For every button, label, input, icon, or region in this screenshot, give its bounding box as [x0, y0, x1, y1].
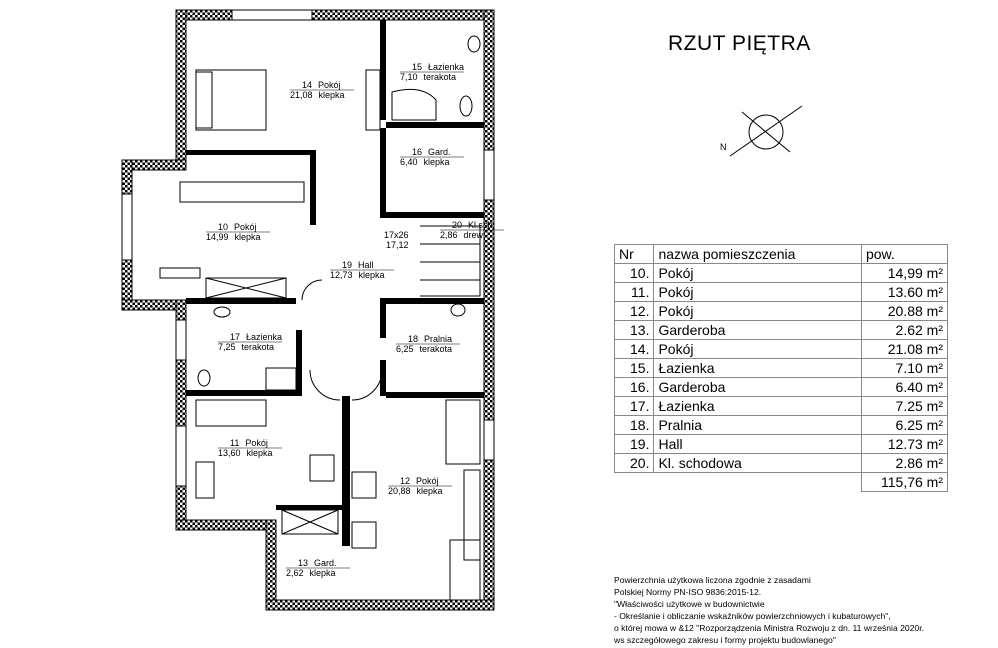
north-arrow-icon — [718, 98, 818, 168]
furniture — [160, 36, 480, 600]
area-value: 14,99 — [887, 265, 923, 281]
area-unit: m² — [926, 436, 943, 452]
col-area: pow. — [861, 245, 947, 264]
row-nr: 14. — [615, 340, 654, 359]
room-label — [388, 476, 452, 496]
col-nr: Nr — [615, 245, 654, 264]
room-number-name: 15 Łazienka — [412, 62, 465, 72]
room-area-floor: 12,73 klepka — [330, 270, 385, 280]
exterior-walls — [122, 10, 494, 610]
table-row — [615, 397, 948, 416]
area-unit: m² — [926, 303, 943, 319]
table-row — [615, 378, 948, 397]
total-row — [615, 473, 948, 492]
stairs-label: 17x26 — [384, 230, 409, 240]
area-unit: m² — [926, 398, 943, 414]
room-area-floor: 6,40 klepka — [400, 157, 450, 167]
row-area — [861, 264, 947, 283]
area-table — [614, 244, 948, 492]
area-unit: m² — [926, 284, 943, 300]
room-number-name: 18 Pralnia — [408, 334, 453, 344]
area-value: 6.40 — [895, 379, 923, 395]
row-area — [861, 435, 947, 454]
col-name: nazwa pomieszczenia — [654, 245, 861, 264]
row-nr: 20. — [615, 454, 654, 473]
area-unit: m² — [926, 322, 943, 338]
row-nr: 19. — [615, 435, 654, 454]
row-nr: 15. — [615, 359, 654, 378]
plan-title: RZUT PIĘTRA — [668, 32, 811, 55]
table-row — [615, 283, 948, 302]
row-area — [861, 283, 947, 302]
note-line: Powierzchnia użytkowa liczona zgodnie z zasadami — [614, 575, 811, 585]
note-line: Polskiej Normy PN-ISO 9836:2015-12. — [614, 587, 762, 597]
room-label — [400, 62, 464, 82]
area-value: 12.73 — [887, 436, 923, 452]
area-unit: m² — [926, 417, 943, 433]
room-label — [218, 438, 282, 458]
total-area — [861, 473, 947, 492]
room-area-floor: 7,10 terakota — [400, 72, 457, 82]
room-label — [290, 80, 354, 100]
area-value: 2.86 — [895, 455, 923, 471]
row-area — [861, 416, 947, 435]
room-number-name: 16 Gard. — [412, 147, 451, 157]
row-area — [861, 302, 947, 321]
row-name: Kl. schodowa — [654, 454, 861, 473]
row-nr: 11. — [615, 283, 654, 302]
room-number-name: 14 Pokój — [302, 80, 341, 90]
area-unit: m² — [926, 265, 943, 281]
area-unit: m² — [926, 341, 943, 357]
note-line: ws szczegółowego zakresu i formy projektu budowlanego" — [614, 635, 836, 645]
room-area-floor: 21,08 klepka — [290, 90, 345, 100]
room-label — [400, 147, 464, 167]
note-line: "Właściwości użytkowe w budownictwie — [614, 599, 765, 609]
room-label — [286, 558, 350, 578]
table-row — [615, 264, 948, 283]
row-name: Łazienka — [654, 359, 861, 378]
row-area — [861, 378, 947, 397]
stairs-sub: 17,12 — [386, 240, 409, 250]
row-name: Garderoba — [654, 321, 861, 340]
room-label — [218, 332, 282, 352]
room-label — [206, 222, 270, 242]
row-area — [861, 321, 947, 340]
row-nr: 16. — [615, 378, 654, 397]
area-value: 6.25 — [895, 417, 923, 433]
row-area — [861, 359, 947, 378]
area-unit: m² — [926, 455, 943, 471]
row-name: Pokój — [654, 340, 861, 359]
room-area-floor: 2,62 klepka — [286, 568, 336, 578]
row-nr: 12. — [615, 302, 654, 321]
row-name: Pokój — [654, 264, 861, 283]
row-nr: 17. — [615, 397, 654, 416]
area-value: 20.88 — [887, 303, 923, 319]
table-row — [615, 416, 948, 435]
area-value: 13.60 — [887, 284, 923, 300]
table-row — [615, 340, 948, 359]
total-unit: m² — [926, 474, 943, 490]
row-name: Hall — [654, 435, 861, 454]
total-value: 115,76 — [881, 474, 923, 490]
room-area-floor: 2,86 drew — [440, 230, 484, 240]
row-name: Pokój — [654, 283, 861, 302]
room-number-name: 17 Łazienka — [230, 332, 283, 342]
area-value: 2.62 — [895, 322, 923, 338]
room-area-floor: 6,25 terakota — [396, 344, 453, 354]
area-value: 21.08 — [887, 341, 923, 357]
row-area — [861, 397, 947, 416]
row-name: Pokój — [654, 302, 861, 321]
room-area-floor: 20,88 klepka — [388, 486, 443, 496]
room-number-name: 13 Gard. — [298, 558, 337, 568]
room-number-name: 19 Hall — [342, 260, 374, 270]
room-number-name: 11 Pokój — [230, 438, 268, 448]
table-row — [615, 454, 948, 473]
row-nr: 18. — [615, 416, 654, 435]
area-value: 7.10 — [895, 360, 923, 376]
table-row — [615, 359, 948, 378]
note-line: - Określanie i obliczanie wskaźników powierzchniowych i kubaturowych", — [614, 611, 891, 621]
table-row — [615, 435, 948, 454]
room-area-floor: 13,60 klepka — [218, 448, 273, 458]
room-number-name: 10 Pokój — [218, 222, 257, 232]
notes — [614, 574, 994, 646]
room-number-name: 20 Kl.sch. — [452, 220, 496, 230]
area-unit: m² — [926, 379, 943, 395]
room-area-floor: 7,25 terakota — [218, 342, 275, 352]
row-name: Garderoba — [654, 378, 861, 397]
room-number-name: 12 Pokój — [400, 476, 439, 486]
row-name: Pralnia — [654, 416, 861, 435]
row-area — [861, 454, 947, 473]
note-line: o której mowa w &12 "Rozporządzenia Ministra Rozwoju z dn. 11 września 2020r. — [614, 623, 925, 633]
room-label — [396, 334, 460, 354]
svg-text:N: N — [720, 142, 727, 152]
row-name: Łazienka — [654, 397, 861, 416]
row-nr: 10. — [615, 264, 654, 283]
area-value: 7.25 — [895, 398, 923, 414]
table-row — [615, 302, 948, 321]
row-nr: 13. — [615, 321, 654, 340]
area-unit: m² — [926, 360, 943, 376]
row-area — [861, 340, 947, 359]
table-row — [615, 321, 948, 340]
room-label — [330, 260, 394, 280]
room-area-floor: 14,99 klepka — [206, 232, 261, 242]
